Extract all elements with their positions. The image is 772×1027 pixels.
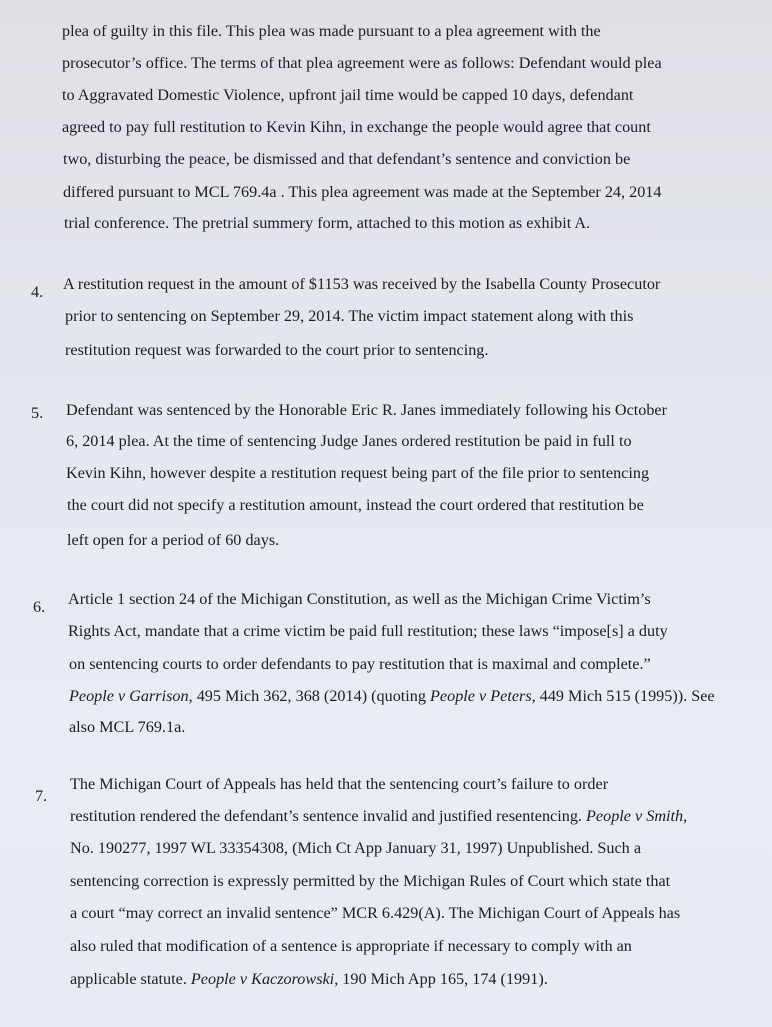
text-line: plea of guilty in this file. This plea was made pursuant to a plea agreement with the bbox=[62, 22, 601, 40]
text-line: to Aggravated Domestic Violence, upfront jail time would be capped 10 days, defendant bbox=[62, 86, 634, 104]
text-line: trial conference. The pretrial summery form, attached to this motion as exhibit A. bbox=[64, 214, 591, 232]
paragraph-number: 4. bbox=[31, 283, 44, 301]
citation-text: , 449 Mich 515 (1995)). See bbox=[531, 687, 715, 705]
citation-text: restitution rendered the defendant’s sentence invalid and justified resentencing. bbox=[70, 807, 587, 825]
text-line: on sentencing courts to order defendants to pay restitution that is maximal and complete.” bbox=[69, 655, 651, 673]
text-line: sentencing correction is expressly permitted by the Michigan Rules of Court which state that bbox=[70, 872, 671, 890]
text-line: left open for a period of 60 days. bbox=[67, 531, 280, 549]
text-line: No. 190277, 1997 WL 33354308, (Mich Ct App January 31, 1997) Unpublished. Such a bbox=[70, 839, 642, 857]
text-line: differed pursuant to MCL 769.4a . This plea agreement was made at the September 24, 2014 bbox=[63, 183, 662, 201]
text-line: prosecutor’s office. The terms of that plea agreement were as follows: Defendant would plea bbox=[62, 54, 662, 72]
text-line: Rights Act, mandate that a crime victim be paid full restitution; these laws “impose[s] a duty bbox=[68, 622, 668, 640]
text-line: also ruled that modification of a sentence is appropriate if necessary to comply with an bbox=[70, 937, 632, 955]
text-line: Defendant was sentenced by the Honorable Eric R. Janes immediately following his October bbox=[66, 401, 668, 419]
text-line: The Michigan Court of Appeals has held that the sentencing court’s failure to order bbox=[70, 775, 609, 793]
text-line: Article 1 section 24 of the Michigan Constitution, as well as the Michigan Crime Victim’s bbox=[68, 590, 651, 608]
case-name: People v Garrison bbox=[69, 687, 189, 705]
paragraph-number: 7. bbox=[35, 787, 48, 805]
text-line: agreed to pay full restitution to Kevin Kihn, in exchange the people would agree that count bbox=[62, 118, 651, 136]
citation-line bbox=[70, 806, 687, 826]
citation-line bbox=[70, 969, 548, 989]
text-line: Kevin Kihn, however despite a restitution request being part of the file prior to sentencing bbox=[66, 464, 650, 482]
citation-line bbox=[69, 686, 715, 706]
case-name: People v Smith bbox=[586, 807, 684, 825]
citation-text: applicable statute. bbox=[70, 970, 191, 988]
text-line: restitution request was forwarded to the court prior to sentencing. bbox=[65, 341, 489, 359]
case-name: People v Kaczorowski bbox=[190, 970, 335, 988]
text-line: prior to sentencing on September 29, 2014. The victim impact statement along with this bbox=[65, 307, 634, 325]
citation-text: , 190 Mich App 165, 174 (1991). bbox=[334, 970, 548, 988]
case-name: People v Peters bbox=[430, 687, 532, 705]
citation-text: , 495 Mich 362, 368 (2014) (quoting bbox=[188, 687, 431, 705]
text-line: the court did not specify a restitution amount, instead the court ordered that restitution be bbox=[67, 496, 644, 514]
text-line: 6, 2014 plea. At the time of sentencing Judge Janes ordered restitution be paid in full to bbox=[66, 432, 632, 450]
citation-text: , bbox=[683, 807, 688, 825]
text-line: A restitution request in the amount of $1153 was received by the Isabella County Prosecutor bbox=[63, 275, 661, 293]
text-line: a court “may correct an invalid sentence” MCR 6.429(A). The Michigan Court of Appeals has bbox=[70, 904, 681, 922]
text-line: two, disturbing the peace, be dismissed and that defendant’s sentence and conviction be bbox=[63, 150, 631, 168]
paragraph-number: 6. bbox=[33, 598, 46, 616]
paragraph-number: 5. bbox=[31, 404, 44, 422]
text-line: also MCL 769.1a. bbox=[69, 718, 186, 736]
